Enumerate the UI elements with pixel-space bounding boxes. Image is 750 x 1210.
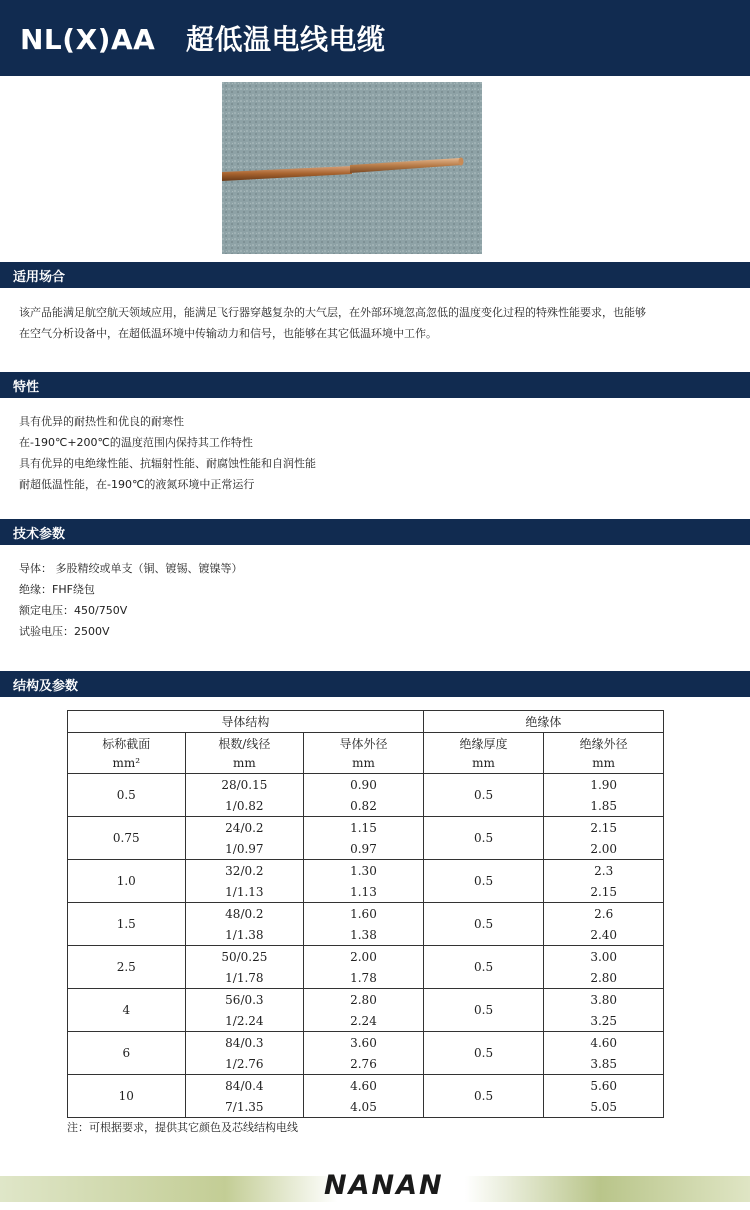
cell-insulation-thickness: 0.5	[423, 946, 544, 989]
usage-line: 在空气分析设备中，在超低温环境中传输动力和信号，也能够在其它低温环境中工作。	[19, 327, 437, 340]
table-row	[68, 903, 664, 925]
section-features-header	[0, 372, 750, 398]
column-header: 标称截面	[68, 733, 186, 754]
cell-strands: 1/1.38	[185, 924, 304, 946]
cell-conductor-od: 2.80	[304, 989, 424, 1011]
table-row	[68, 1032, 664, 1054]
cell-insulation-thickness: 0.5	[423, 774, 544, 817]
cell-insulation-od: 3.25	[544, 1010, 664, 1032]
unit-cell: mm²	[68, 753, 186, 774]
tech-line: 导体： 多股精绞或单支（铜、镀锡、镀镍等）	[19, 562, 243, 575]
column-header: 导体外径	[304, 733, 424, 754]
cell-strands: 56/0.3	[185, 989, 304, 1011]
cell-conductor-od: 3.60	[304, 1032, 424, 1054]
table-unit-row	[68, 753, 664, 774]
section-tech-header	[0, 519, 750, 545]
tech-line: 额定电压：450/750V	[19, 604, 128, 617]
cell-insulation-od: 5.60	[544, 1075, 664, 1097]
feature-line: 耐超低温性能，在-190℃的液氮环境中正常运行	[19, 478, 255, 491]
cell-insulation-od: 2.15	[544, 881, 664, 903]
cell-strands: 1/1.13	[185, 881, 304, 903]
cell-insulation-od: 2.80	[544, 967, 664, 989]
cell-strands: 84/0.4	[185, 1075, 304, 1097]
cell-strands: 1/0.97	[185, 838, 304, 860]
cell-strands: 1/2.76	[185, 1053, 304, 1075]
section-usage-title: 适用场合	[13, 270, 66, 285]
cell-conductor-od: 1.78	[304, 967, 424, 989]
feature-line: 具有优异的耐热性和优良的耐寒性	[19, 415, 184, 428]
cell-insulation-thickness: 0.5	[423, 903, 544, 946]
unit-cell: mm	[544, 753, 664, 774]
cell-insulation-od: 1.90	[544, 774, 664, 796]
cell-strands: 84/0.3	[185, 1032, 304, 1054]
cell-strands: 7/1.35	[185, 1096, 304, 1118]
cell-conductor-od: 1.30	[304, 860, 424, 882]
section-structure-header	[0, 671, 750, 697]
cell-strands: 48/0.2	[185, 903, 304, 925]
cell-section: 6	[68, 1032, 186, 1075]
table-column-header-row	[68, 733, 664, 754]
table-row	[68, 1075, 664, 1097]
cell-strands: 1/1.78	[185, 967, 304, 989]
features-text	[19, 411, 316, 495]
table-group-header-row	[68, 711, 664, 733]
cell-insulation-thickness: 0.5	[423, 1032, 544, 1075]
cell-section: 1.0	[68, 860, 186, 903]
cable-image	[222, 82, 482, 254]
table-row	[68, 774, 664, 796]
table-row	[68, 946, 664, 968]
cell-conductor-od: 4.05	[304, 1096, 424, 1118]
cell-strands: 32/0.2	[185, 860, 304, 882]
cell-insulation-thickness: 0.5	[423, 1075, 544, 1118]
cell-insulation-thickness: 0.5	[423, 989, 544, 1032]
cell-strands: 50/0.25	[185, 946, 304, 968]
table-row	[68, 817, 664, 839]
column-header: 根数/线径	[185, 733, 304, 754]
tech-text	[19, 558, 243, 642]
page-title: NL(X)AA 超低温电线电缆	[20, 23, 386, 56]
cell-section: 0.75	[68, 817, 186, 860]
tech-line: 试验电压：2500V	[19, 625, 110, 638]
usage-text	[19, 302, 646, 344]
cell-conductor-od: 1.15	[304, 817, 424, 839]
group-header-insulation: 绝缘体	[423, 711, 663, 733]
cell-insulation-od: 2.00	[544, 838, 664, 860]
cell-conductor-od: 1.60	[304, 903, 424, 925]
cell-insulation-od: 2.6	[544, 903, 664, 925]
cell-insulation-thickness: 0.5	[423, 860, 544, 903]
cell-strands: 1/2.24	[185, 1010, 304, 1032]
cell-strands: 24/0.2	[185, 817, 304, 839]
cell-strands: 1/0.82	[185, 795, 304, 817]
cell-conductor-od: 0.90	[304, 774, 424, 796]
table-row	[68, 989, 664, 1011]
cell-conductor-od: 1.38	[304, 924, 424, 946]
section-tech-title: 技术参数	[13, 527, 66, 542]
cell-section: 1.5	[68, 903, 186, 946]
cell-insulation-thickness: 0.5	[423, 817, 544, 860]
product-photo	[222, 82, 482, 254]
feature-line: 在-190℃+200℃的温度范围内保持其工作特性	[19, 436, 253, 449]
cell-insulation-od: 3.85	[544, 1053, 664, 1075]
table-row	[68, 860, 664, 882]
cell-insulation-od: 3.80	[544, 989, 664, 1011]
cell-insulation-od: 5.05	[544, 1096, 664, 1118]
brand-logo: NANAN	[324, 1170, 444, 1201]
table-note: 注：可根据要求，提供其它颜色及芯线结构电线	[67, 1121, 298, 1134]
section-structure-title: 结构及参数	[13, 679, 79, 694]
cell-section: 2.5	[68, 946, 186, 989]
section-features-title: 特性	[13, 380, 40, 395]
unit-cell: mm	[304, 753, 424, 774]
column-header: 绝缘厚度	[423, 733, 544, 754]
cell-conductor-od: 0.82	[304, 795, 424, 817]
cell-insulation-od: 4.60	[544, 1032, 664, 1054]
column-header: 绝缘外径	[544, 733, 664, 754]
section-usage-header	[0, 262, 750, 288]
page-header	[0, 0, 750, 76]
cell-conductor-od: 2.00	[304, 946, 424, 968]
spec-table	[67, 710, 664, 1118]
group-header-conductor: 导体结构	[68, 711, 424, 733]
usage-line: 该产品能满足航空航天领域应用，能满足飞行器穿越复杂的大气层，在外部环境忽高忽低的温度变化过程的特殊性能要求，也能够	[19, 306, 646, 319]
cell-insulation-od: 2.40	[544, 924, 664, 946]
cell-conductor-od: 2.76	[304, 1053, 424, 1075]
cell-section: 10	[68, 1075, 186, 1118]
cell-strands: 28/0.15	[185, 774, 304, 796]
cell-section: 0.5	[68, 774, 186, 817]
unit-cell: mm	[423, 753, 544, 774]
cell-conductor-od: 4.60	[304, 1075, 424, 1097]
unit-cell: mm	[185, 753, 304, 774]
cell-insulation-od: 2.15	[544, 817, 664, 839]
cell-insulation-od: 3.00	[544, 946, 664, 968]
cell-conductor-od: 0.97	[304, 838, 424, 860]
tech-line: 绝缘：FHF绕包	[19, 583, 95, 596]
cell-conductor-od: 1.13	[304, 881, 424, 903]
cell-insulation-od: 1.85	[544, 795, 664, 817]
cell-section: 4	[68, 989, 186, 1032]
cell-conductor-od: 2.24	[304, 1010, 424, 1032]
cell-insulation-od: 2.3	[544, 860, 664, 882]
feature-line: 具有优异的电绝缘性能、抗辐射性能、耐腐蚀性能和自润性能	[19, 457, 316, 470]
